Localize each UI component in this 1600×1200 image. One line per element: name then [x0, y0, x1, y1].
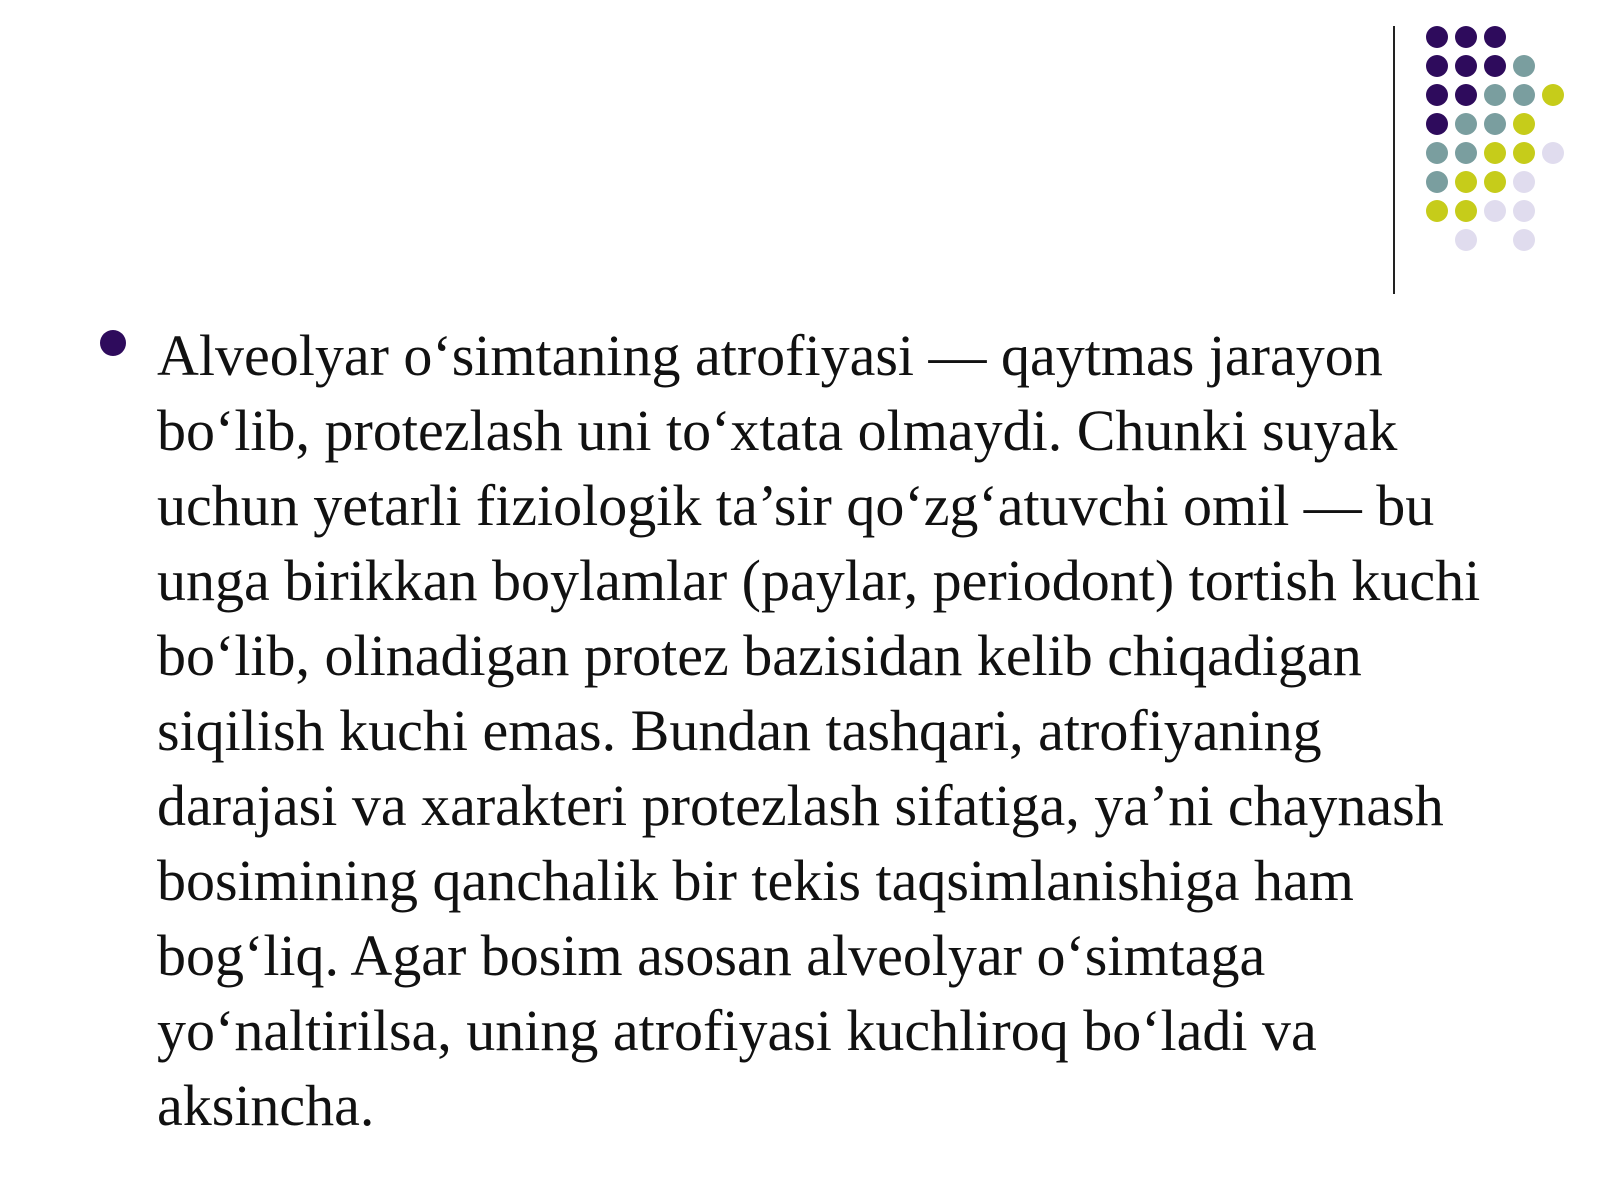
decorative-dot	[1484, 55, 1506, 77]
decorative-dot	[1484, 142, 1506, 164]
decorative-dot	[1455, 142, 1477, 164]
decorative-dot	[1513, 113, 1535, 135]
decorative-dot	[1542, 84, 1564, 106]
decorative-dot	[1426, 171, 1448, 193]
decorative-dot	[1513, 171, 1535, 193]
decorative-dot	[1513, 229, 1535, 251]
decorative-dot	[1484, 113, 1506, 135]
decorative-dot	[1513, 200, 1535, 222]
decorative-dot	[1455, 113, 1477, 135]
decorative-dot	[1455, 26, 1477, 48]
decorative-dot	[1484, 84, 1506, 106]
decorative-dot	[1455, 84, 1477, 106]
decorative-dot	[1455, 229, 1477, 251]
bullet-item	[100, 318, 1510, 1143]
decorative-dot	[1426, 200, 1448, 222]
decorative-dot	[1513, 142, 1535, 164]
slide-body	[100, 318, 1510, 1143]
decorative-dot	[1426, 84, 1448, 106]
decorative-dot	[1455, 171, 1477, 193]
decorative-dot	[1484, 200, 1506, 222]
decorative-dot	[1426, 26, 1448, 48]
decorative-dot	[1542, 142, 1564, 164]
decorative-dot	[1513, 84, 1535, 106]
decorative-dot-grid	[0, 0, 1600, 300]
bullet-dot-icon	[100, 330, 126, 356]
decorative-dot	[1484, 171, 1506, 193]
decorative-dot	[1426, 55, 1448, 77]
decorative-dot	[1426, 142, 1448, 164]
decorative-dot	[1455, 55, 1477, 77]
decorative-dot	[1455, 200, 1477, 222]
decorative-dot	[1513, 55, 1535, 77]
decorative-dot	[1484, 26, 1506, 48]
bullet-text: Alveolyar o‘simtaning atrofiyasi — qaytmas jarayon bo‘lib, protezlash uni to‘xtata olmaydi. Chunki suyak uchun yetarli fiziologik ta’sir qo‘zg‘atuvchi omil — bu unga birikkan boylamlar (paylar, periodont) tortish kuchi bo‘lib, olinadigan protez bazisidan kelib chiqadigan siqilish kuchi emas. Bundan tashqari, atrofiyaning darajasi va xarakteri protezlash sifatiga, ya’ni chaynash bosimining qanchalik bir tekis taqsimlanishiga ham bog‘liq. Agar bosim asosan alveolyar o‘simtaga yo‘naltirilsa, uning atrofiyasi kuchliroq bo‘ladi va aksincha.	[157, 323, 1481, 1138]
decorative-dot	[1426, 113, 1448, 135]
